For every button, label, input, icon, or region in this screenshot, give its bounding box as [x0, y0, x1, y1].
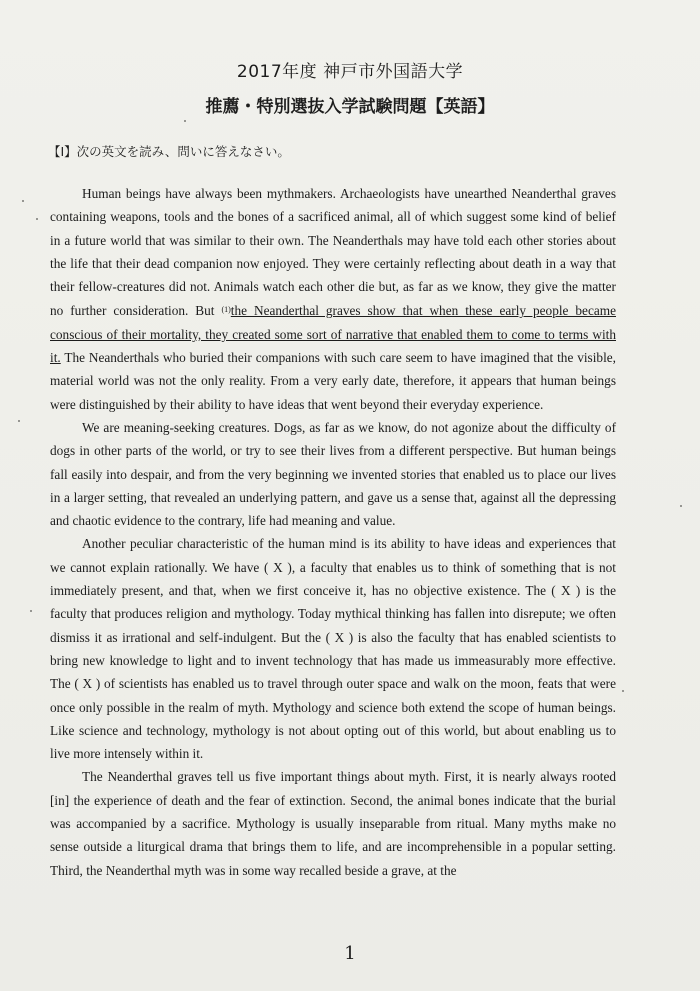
paragraph-4: The Neanderthal graves tell us five important things about myth. First, it is nearly always rooted [in] the experience of death and the fear of extinction. Second, the animal bones indicate that the burial was accompanied by a sacrifice. Mythology is usually inseparable from ritual. Many myths make no sense outside a liturgical drama that brings them to life, and are incomprehensible in a popular setting. Third, the Neanderthal myth was in some way recalled beside a grave, at the	[50, 769, 616, 878]
paragraph-2: We are meaning-seeking creatures. Dogs, as far as we know, do not agonize about the difficulty of dogs in other parts of the world, or try to see their lives from a different perspective. But human beings fall easily into despair, and from the very beginning we invented stories that enabled us to place our lives in a larger setting, that revealed an underlying pattern, and gave us a sense that, against all the depressing and chaotic evidence to the contrary, life had meaning and value.	[50, 419, 616, 529]
paragraph-1-text-a: Human beings have always been mythmakers. Archaeologists have unearthed Neanderthal graves containing weapons, tools and the bones of a sacrificed animal, all of which suggest some kind of belief in a future world that was similar to their own. The Neanderthals may have told each other stories about the life that their dead companion now enjoyed. They were certainly reflecting about death in a way that their fellow-creatures did not. Animals watch each other die but, as far as we know, they give the matter no further consideration. But	[50, 186, 616, 319]
page-number: 1	[344, 943, 356, 964]
underlined-passage-1: the Neanderthal graves show that when these early people became conscious of their mortality, they created some sort of narrative that enabled them to come to terms with it.	[50, 303, 616, 366]
scan-speck	[622, 690, 624, 692]
exam-title-subject: 推薦・特別選抜入学試験問題【英語】	[205, 97, 495, 117]
section-instruction: 【Ⅰ】次の英文を読み、問いに答えなさい。	[48, 144, 290, 159]
reading-passage	[50, 182, 616, 882]
scan-speck	[22, 200, 24, 202]
paragraph-1-text-b: The Neanderthals who buried their companions with such care seem to have imagined that the visible, material world was not the only reality. From a very early date, therefore, it appears that human beings were distinguished by their ability to have ideas that went beyond their everyday experience.	[50, 350, 616, 412]
scan-speck	[36, 218, 38, 220]
paragraph-3: Another peculiar characteristic of the human mind is its ability to have ideas and experiences that we cannot explain rationally. We have ( X ), a faculty that enables us to think of something that is not immediately present, and that, when we first conceive it, has no objective existence. The ( X ) is the faculty that produces religion and mythology. Today mythical thinking has fallen into disrepute; we often dismiss it as irrational and self-indulgent. But the ( X ) is also the faculty that has enabled scientists to bring new knowledge to light and to invent technology that has made us immeasurably more effective. The ( X ) of scientists has enabled us to travel through outer space and walk on the moon, feats that were once only possible in the realm of myth. Mythology and science both extend the scope of human beings. Like science and technology, mythology is not about opting out of this world, but about enabling us to live more intensely within it.	[50, 536, 616, 762]
exam-title-year-university: 2017年度 神戸市外国語大学	[236, 62, 464, 82]
scan-speck	[184, 120, 186, 122]
paragraph-1	[50, 182, 616, 416]
underline-number-marker: (1)	[221, 305, 231, 315]
scan-speck	[680, 505, 682, 507]
scan-speck	[30, 610, 32, 612]
scan-speck	[18, 420, 20, 422]
